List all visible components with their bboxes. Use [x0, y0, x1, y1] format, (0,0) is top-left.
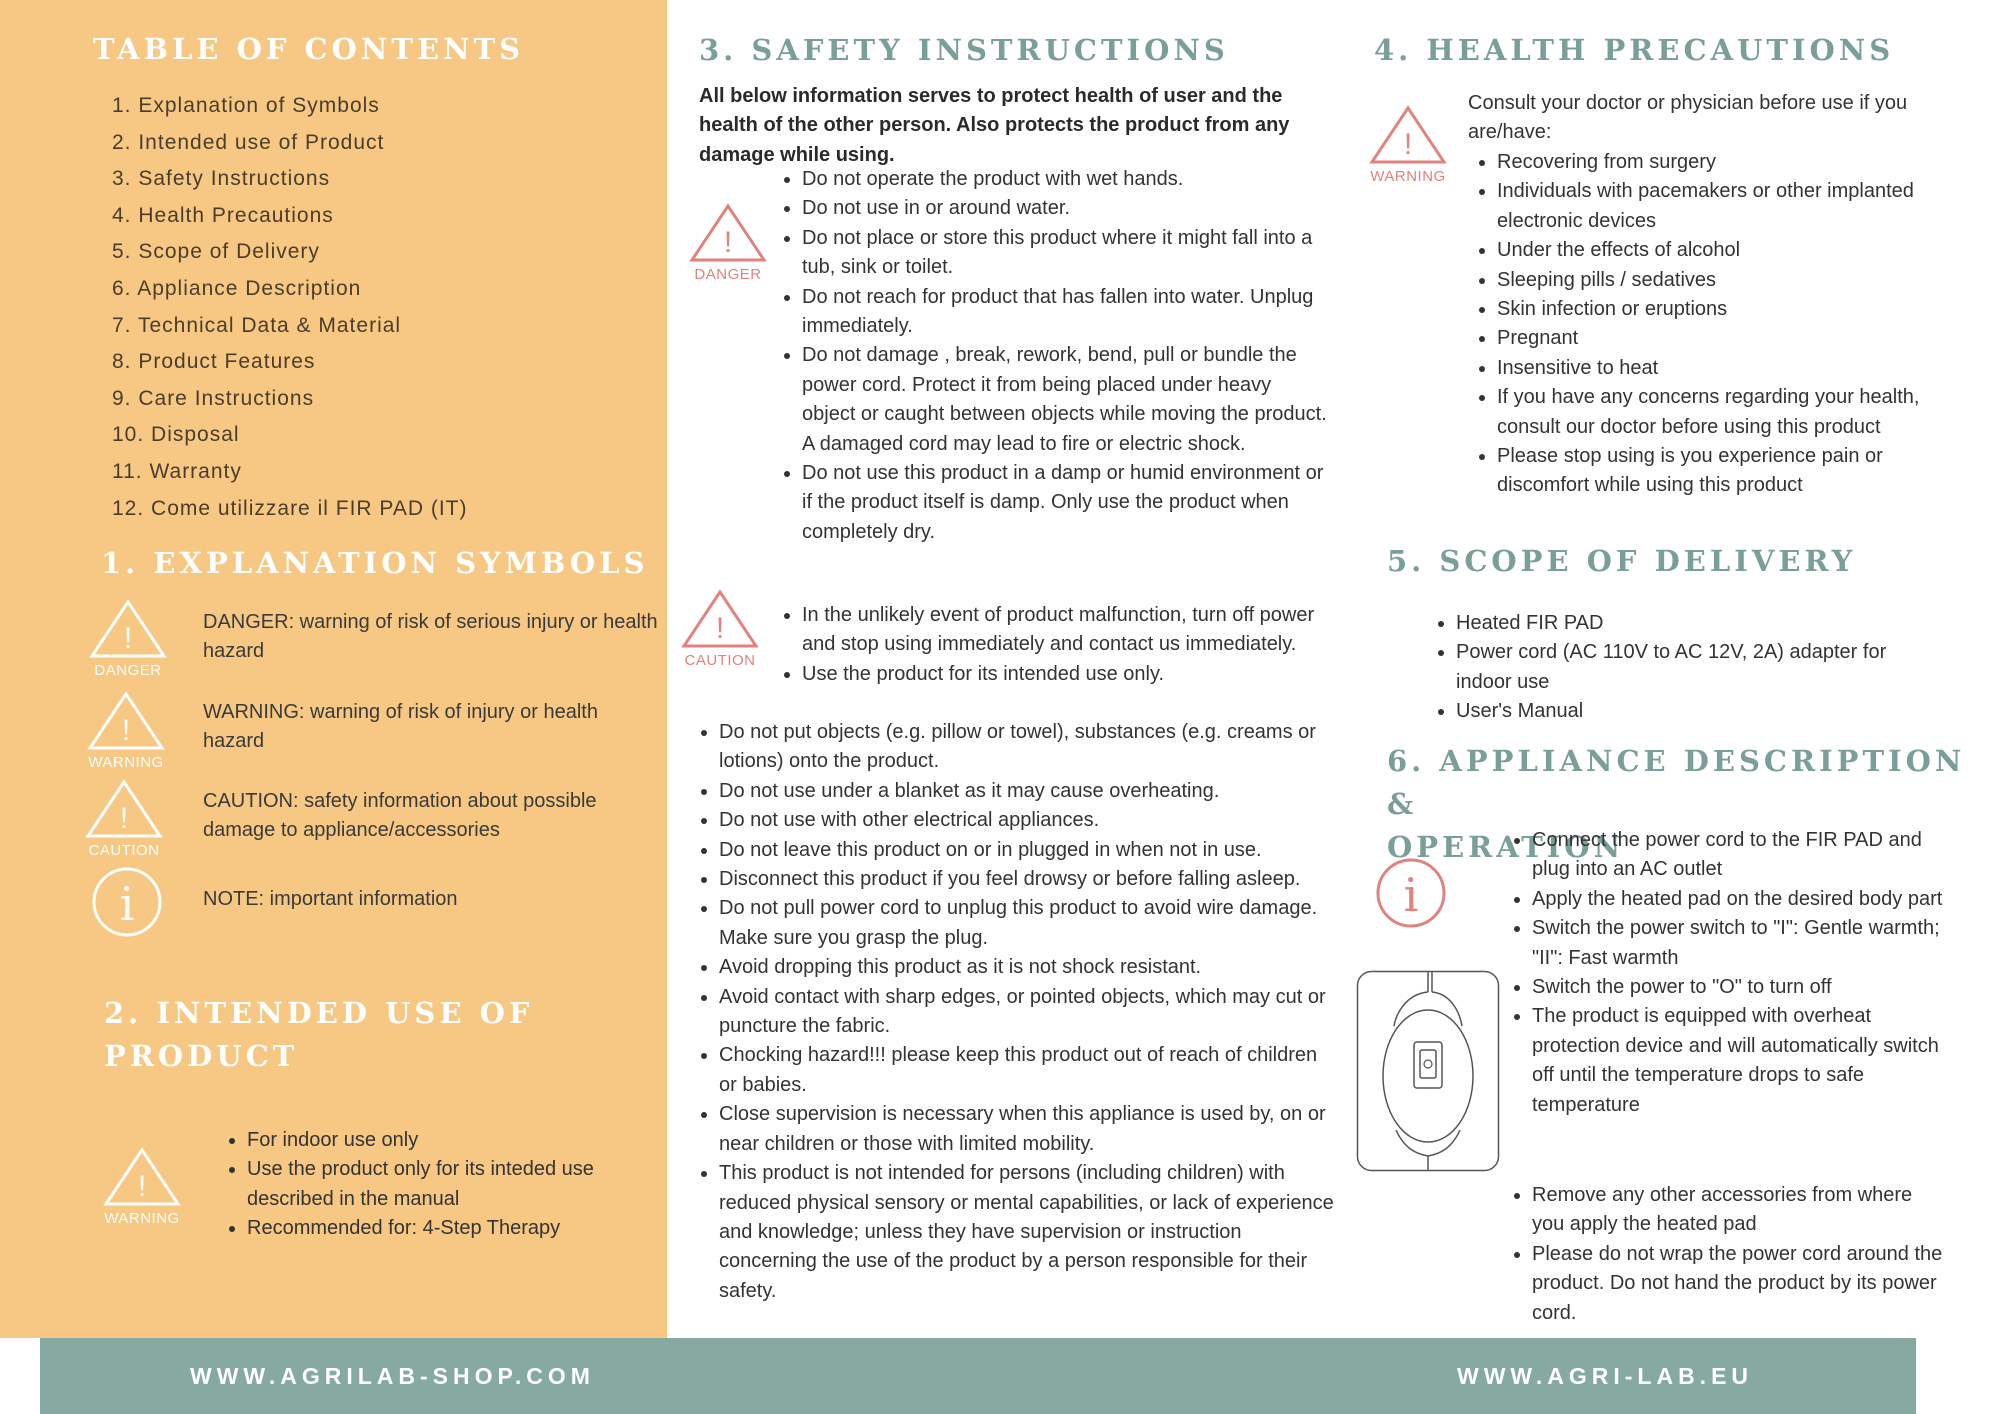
appliance-item: • The product is equipped with overheat protection device and will automatically switch off until the temperature drops to safe temperature: [1532, 1002, 1943, 1120]
intended-warning-icon: [100, 1146, 184, 1227]
toc-item-5[interactable]: 5. Scope of Delivery: [112, 240, 320, 264]
toc-item-6[interactable]: 6. Appliance Description: [112, 276, 362, 300]
health-item: • Please stop using is you experience pain or discomfort while using this product: [1497, 442, 1938, 501]
appliance-block: [1503, 826, 1943, 1120]
health-item: • Pregnant: [1497, 324, 1938, 353]
safety-general-item: • Chocking hazard!!! please keep this product out of reach of children or babies.: [719, 1041, 1335, 1100]
toc-item-3[interactable]: 3. Safety Instructions: [112, 167, 331, 191]
health-item: • If you have any concerns regarding your health, consult our doctor before using this product: [1497, 383, 1938, 442]
health-intro: Consult your doctor or physician before use if you are/have:: [1468, 92, 1908, 144]
appliance-list: [1503, 826, 1943, 1120]
safety-danger-list: [773, 165, 1328, 547]
toc-item-11[interactable]: 11. Warranty: [112, 459, 242, 483]
danger-icon: [86, 598, 170, 679]
intended-title-line1: 2. INTENDED USE OF: [104, 996, 534, 1030]
safety-general-item: • This product is not intended for persons (including children) with reduced physical sensory or mental capabilities, or lack of experience and knowledge; unless they have supervision or instruction concerning the use of the product by a person responsible for their safety.: [719, 1159, 1335, 1306]
health-item: • Recovering from surgery: [1497, 148, 1938, 177]
health-list: [1468, 148, 1938, 501]
svg-text:!: !: [1403, 128, 1413, 161]
caution-description: CAUTION: safety information about possible damage to appliance/accessories: [203, 790, 597, 841]
appliance-item: • Switch the power switch to "I": Gentle warmth; "II": Fast warmth: [1532, 914, 1943, 973]
safety-danger-label: DANGER: [694, 266, 762, 283]
footer-link-site[interactable]: WWW.AGRI-LAB.EU: [1457, 1363, 1754, 1389]
safety-caution-label: CAUTION: [684, 652, 756, 669]
appliance-item: • Connect the power cord to the FIR PAD and plug into an AC outlet: [1532, 826, 1943, 885]
delivery-item: • Heated FIR PAD: [1456, 609, 1947, 638]
safety-caution-icon: [678, 588, 762, 669]
note-description: NOTE: important information: [203, 888, 458, 910]
safety-danger-item: • Do not use this product in a damp or humid environment or if the product itself is damp. Only use the product when completely dry.: [802, 459, 1328, 547]
safety-general-item: • Do not pull power cord to unplug this product to avoid wire damage. Make sure you grasp the plug.: [719, 894, 1335, 953]
intended-list-block: [218, 1126, 658, 1244]
safety-danger-item: • Do not damage , break, rework, bend, pull or bundle the power cord. Protect it from being placed under heavy object or caught between objects while moving the product. A damaged cord may lead to fire or electric shock.: [802, 341, 1328, 459]
safety-general-item: • Do not put objects (e.g. pillow or towel), substances (e.g. creams or lotions) onto the product.: [719, 718, 1335, 777]
safety-caution-item: • In the unlikely event of product malfunction, turn off power and stop using immediately and contact us immediately.: [802, 601, 1328, 660]
delivery-block: [1427, 609, 1947, 727]
safety-danger-item: • Do not place or store this product where it might fall into a tub, sink or toilet.: [802, 224, 1328, 283]
info-icon-glyph: i: [119, 877, 135, 931]
intended-item: • Recommended for: 4-Step Therapy: [247, 1214, 658, 1243]
safety-danger-item: • Do not use in or around water.: [802, 194, 1328, 223]
delivery-item: • User's Manual: [1456, 697, 1947, 726]
safety-danger-block: [773, 165, 1328, 547]
intended-item: • For indoor use only: [247, 1126, 658, 1155]
footer-bar: [40, 1338, 1916, 1414]
caution-icon: [82, 778, 166, 859]
safety-general-item: • Do not leave this product on or in plugged in when not in use.: [719, 836, 1335, 865]
appliance-title-line1: 6. APPLIANCE DESCRIPTION &: [1387, 744, 1966, 821]
health-block: [1468, 148, 1938, 501]
warning-icon: [84, 690, 168, 771]
safety-danger-item: • Do not operate the product with wet hands.: [802, 165, 1328, 194]
footer-link-shop[interactable]: WWW.AGRILAB-SHOP.COM: [190, 1363, 595, 1389]
safety-general-item: • Do not use with other electrical appliances.: [719, 806, 1335, 835]
safety-danger-icon: [686, 202, 770, 283]
safety-general-item: • Disconnect this product if you feel drowsy or before falling asleep.: [719, 865, 1335, 894]
health-warning-label: WARNING: [1370, 168, 1446, 185]
caution-icon-label: CAUTION: [88, 842, 160, 859]
toc-list: [112, 88, 468, 527]
toc-item-10[interactable]: 10. Disposal: [112, 423, 240, 447]
svg-text:!: !: [121, 714, 131, 747]
intended-list: [218, 1126, 658, 1244]
appliance-info-glyph: i: [1403, 868, 1419, 922]
intended-title-line2: PRODUCT: [104, 1039, 299, 1073]
appliance-item: • Apply the heated pad on the desired body part: [1532, 885, 1943, 914]
toc-item-4[interactable]: 4. Health Precautions: [112, 203, 334, 227]
health-item: • Skin infection or eruptions: [1497, 295, 1938, 324]
appliance-info-icon: [1375, 857, 1447, 929]
toc-item-7[interactable]: 7. Technical Data & Material: [112, 313, 402, 337]
safety-general-item: • Avoid contact with sharp edges, or pointed objects, which may cut or puncture the fabric.: [719, 983, 1335, 1042]
safety-general-item: • Avoid dropping this product as it is not shock resistant.: [719, 953, 1335, 982]
svg-text:!: !: [123, 622, 133, 655]
appliance-item: • Please do not wrap the power cord around the product. Do not hand the product by its power cord.: [1532, 1240, 1943, 1328]
toc-item-12[interactable]: 12. Come utilizzare il FIR PAD (IT): [112, 496, 468, 520]
warning-icon-label: WARNING: [88, 754, 164, 771]
appliance-item: • Remove any other accessories from where you apply the heated pad: [1532, 1181, 1943, 1240]
safety-title: 3. SAFETY INSTRUCTIONS: [699, 33, 1229, 67]
safety-intro: All below information serves to protect health of user and the health of the other person. Also protects the product from any damage while using.: [699, 85, 1290, 166]
health-title: 4. HEALTH PRECAUTIONS: [1374, 33, 1895, 67]
safety-danger-item: • Do not reach for product that has fallen into water. Unplug immediately.: [802, 283, 1328, 342]
safety-general-item: • Do not use under a blanket as it may cause overheating.: [719, 777, 1335, 806]
safety-caution-item: • Use the product for its intended use only.: [802, 660, 1328, 689]
safety-general-item: • Close supervision is necessary when this appliance is used by, on or near children or those with limited mobility.: [719, 1100, 1335, 1159]
safety-caution-list: [773, 601, 1328, 689]
health-item: • Sleeping pills / sedatives: [1497, 266, 1938, 295]
appliance-list-2: [1503, 1181, 1943, 1328]
safety-general-list: [690, 718, 1335, 1306]
intended-warning-label: WARNING: [104, 1210, 180, 1227]
warning-description: WARNING: warning of risk of injury or health hazard: [203, 701, 598, 752]
appliance-block-2: [1503, 1181, 1943, 1328]
safety-general-block: [690, 718, 1335, 1306]
delivery-list: [1427, 609, 1947, 727]
svg-text:!: !: [137, 1170, 147, 1203]
svg-text:!: !: [119, 802, 129, 835]
svg-text:!: !: [715, 612, 725, 645]
delivery-title: 5. SCOPE OF DELIVERY: [1387, 544, 1857, 578]
svg-text:!: !: [723, 226, 733, 259]
toc-item-1[interactable]: 1. Explanation of Symbols: [112, 94, 380, 117]
toc-title: TABLE OF CONTENTS: [93, 32, 525, 66]
health-item: • Individuals with pacemakers or other implanted electronic devices: [1497, 177, 1938, 236]
intended-title: [104, 992, 533, 1078]
health-warning-icon: [1366, 104, 1450, 185]
danger-icon-label: DANGER: [94, 662, 162, 679]
safety-caution-block: [773, 601, 1328, 689]
toc-item-2[interactable]: 2. Intended use of Product: [112, 130, 385, 154]
symbols-title: 1. EXPLANATION SYMBOLS: [101, 546, 649, 580]
controller-illustration: [1356, 970, 1500, 1172]
delivery-item: • Power cord (AC 110V to AC 12V, 2A) adapter for indoor use: [1456, 638, 1947, 697]
danger-description: DANGER: warning of risk of serious injury or health hazard: [203, 611, 658, 662]
appliance-item: • Switch the power to "O" to turn off: [1532, 973, 1943, 1002]
toc-item-8[interactable]: 8. Product Features: [112, 350, 316, 374]
health-item: • Under the effects of alcohol: [1497, 236, 1938, 265]
toc-item-9[interactable]: 9. Care Instructions: [112, 386, 315, 410]
appliance-title-line2: OPERATION: [1387, 830, 1625, 864]
info-icon: [91, 866, 163, 938]
intended-item: • Use the product only for its inteded use described in the manual: [247, 1155, 658, 1214]
health-item: • Insensitive to heat: [1497, 354, 1938, 383]
